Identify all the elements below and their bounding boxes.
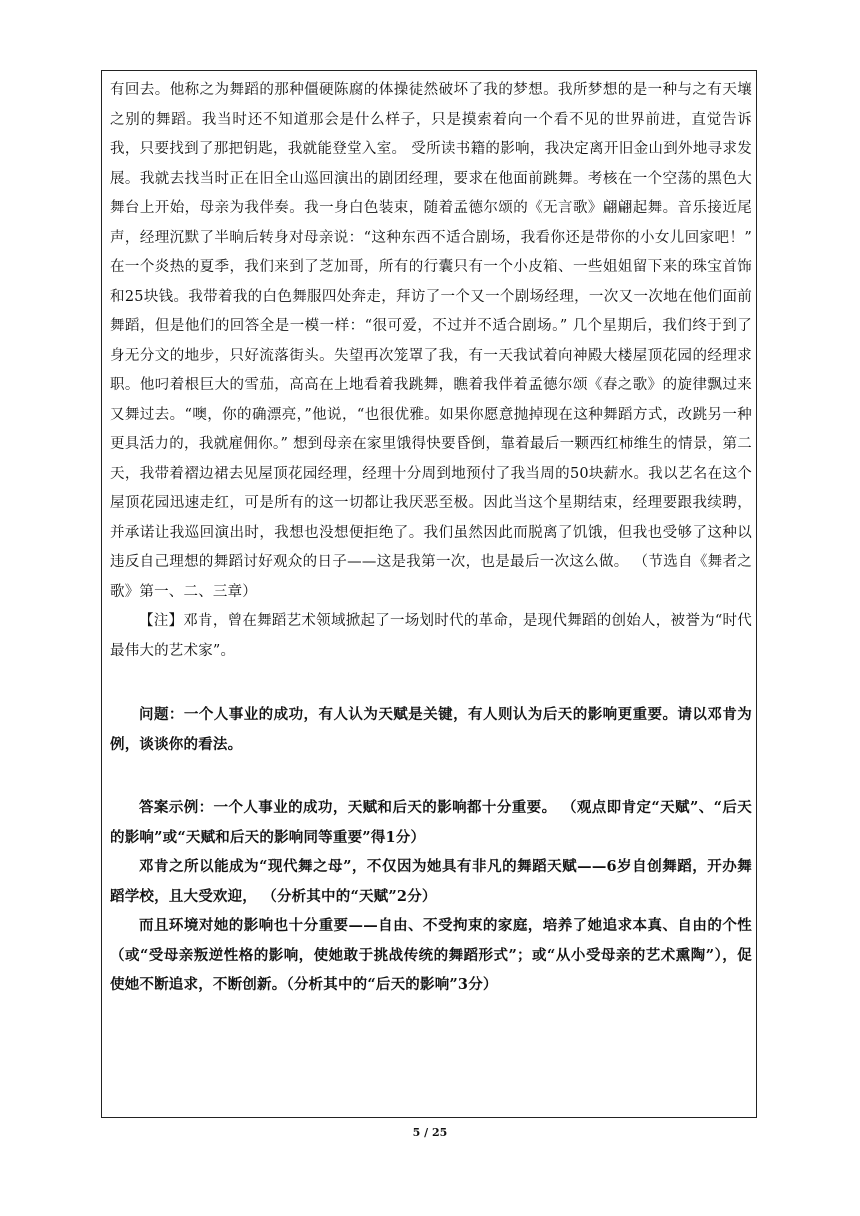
passage-paragraph: 有回去。他称之为舞蹈的那种僵硬陈腐的体操徒然破坏了我的梦想。我所梦想的是一种与之有天壤之别的舞蹈。我当时还不知道那会是什么样子，只是摸索着向一个看不见的世界前进，直觉告诉我，只要找到了那把钥匙，我就能登堂入室。 受所读书籍的影响，我决定离开旧金山到外地寻求发展。我就去找当时正在旧全山巡回演出的剧团经理，要求在他面前跳舞。考核在一个空荡的黑色大舞台上开始，母亲为我伴奏。我一身白色装束，随着孟德尔颂的《无言歌》翩翩起舞。音乐接近尾声，经理沉默了半晌后转身对母亲说：“这种东西不适合剧场，我看你还是带你的小女儿回家吧！” 在一个炎热的夏季，我们来到了芝加哥，所有的行囊只有一个小皮箱、一些姐姐留下来的珠宝首饰和25块钱。我带着我的白色舞服四处奔走，拜访了一个又一个剧场经理，一次又一次地在他们面前舞蹈，但是他们的回答全是一模一样：“很可爱，不过并不适合剧场。” 几个星期后，我们终于到了身无分文的地步，只好流落街头。失望再次笼罩了我，有一天我试着向神殿大楼屋顶花园的经理求职。他叼着根巨大的雪茄，高高在上地看着我跳舞，瞧着我伴着孟德尔颂《春之歌》的旋律飘过来又舞过去。“噢，你的确漂亮，”他说，“也很优雅。如果你愿意抛掉现在这种舞蹈方式，改跳另一种更具活力的，我就雇佣你。” 想到母亲在家里饿得快要昏倒，靠着最后一颗西红柿维生的情景，第二天，我带着褶边裙去见屋顶花园经理，经理十分周到地预付了我当周的50块薪水。我以艺名在这个屋顶花园迅速走红，可是所有的这一切都让我厌恶至极。因此当这个星期结束，经理要跟我续聘，并承诺让我巡回演出时，我想也没想便拒绝了。我们虽然因此而脱离了饥饿，但我也受够了这种以违反自己理想的舞蹈讨好观众的日子——这是我第一次，也是最后一次这么做。 （节选自《舞者之歌》第一、二、三章）	[110, 82, 752, 600]
document-body	[110, 76, 752, 1000]
spacer	[110, 759, 752, 793]
answer-line-2: 邓肯之所以能成为“现代舞之母”，不仅因为她具有非凡的舞蹈天赋——6岁自创舞蹈，开办舞蹈学校，且大受欢迎， （分析其中的“天赋”2分）	[110, 858, 752, 905]
passage-note: 【注】邓肯，曾在舞蹈艺术领域掀起了一场划时代的革命，是现代舞蹈的创始人，被誉为“时代最伟大的艺术家”。	[110, 613, 752, 659]
answer-line-3: 而且环境对她的影响也十分重要——自由、不受拘束的家庭，培养了她追求本真、自由的个性（或“受母亲叛逆性格的影响，使她敢于挑战传统的舞蹈形式”；或“从小受母亲的艺术熏陶”），促使她不断追求，不断创新。（分析其中的“后天的影响”3分）	[110, 917, 752, 993]
spacer	[110, 666, 752, 700]
page-number: 5 / 25	[412, 1126, 448, 1139]
answer-line-1: 答案示例：一个人事业的成功，天赋和后天的影响都十分重要。 （观点即肯定“天赋”、“后天的影响”或“天赋和后天的影响同等重要”得1分）	[110, 799, 752, 846]
question-text: 问题：一个人事业的成功，有人认为天赋是关键，有人则认为后天的影响更重要。请以邓肯为例，谈谈你的看法。	[110, 706, 752, 753]
